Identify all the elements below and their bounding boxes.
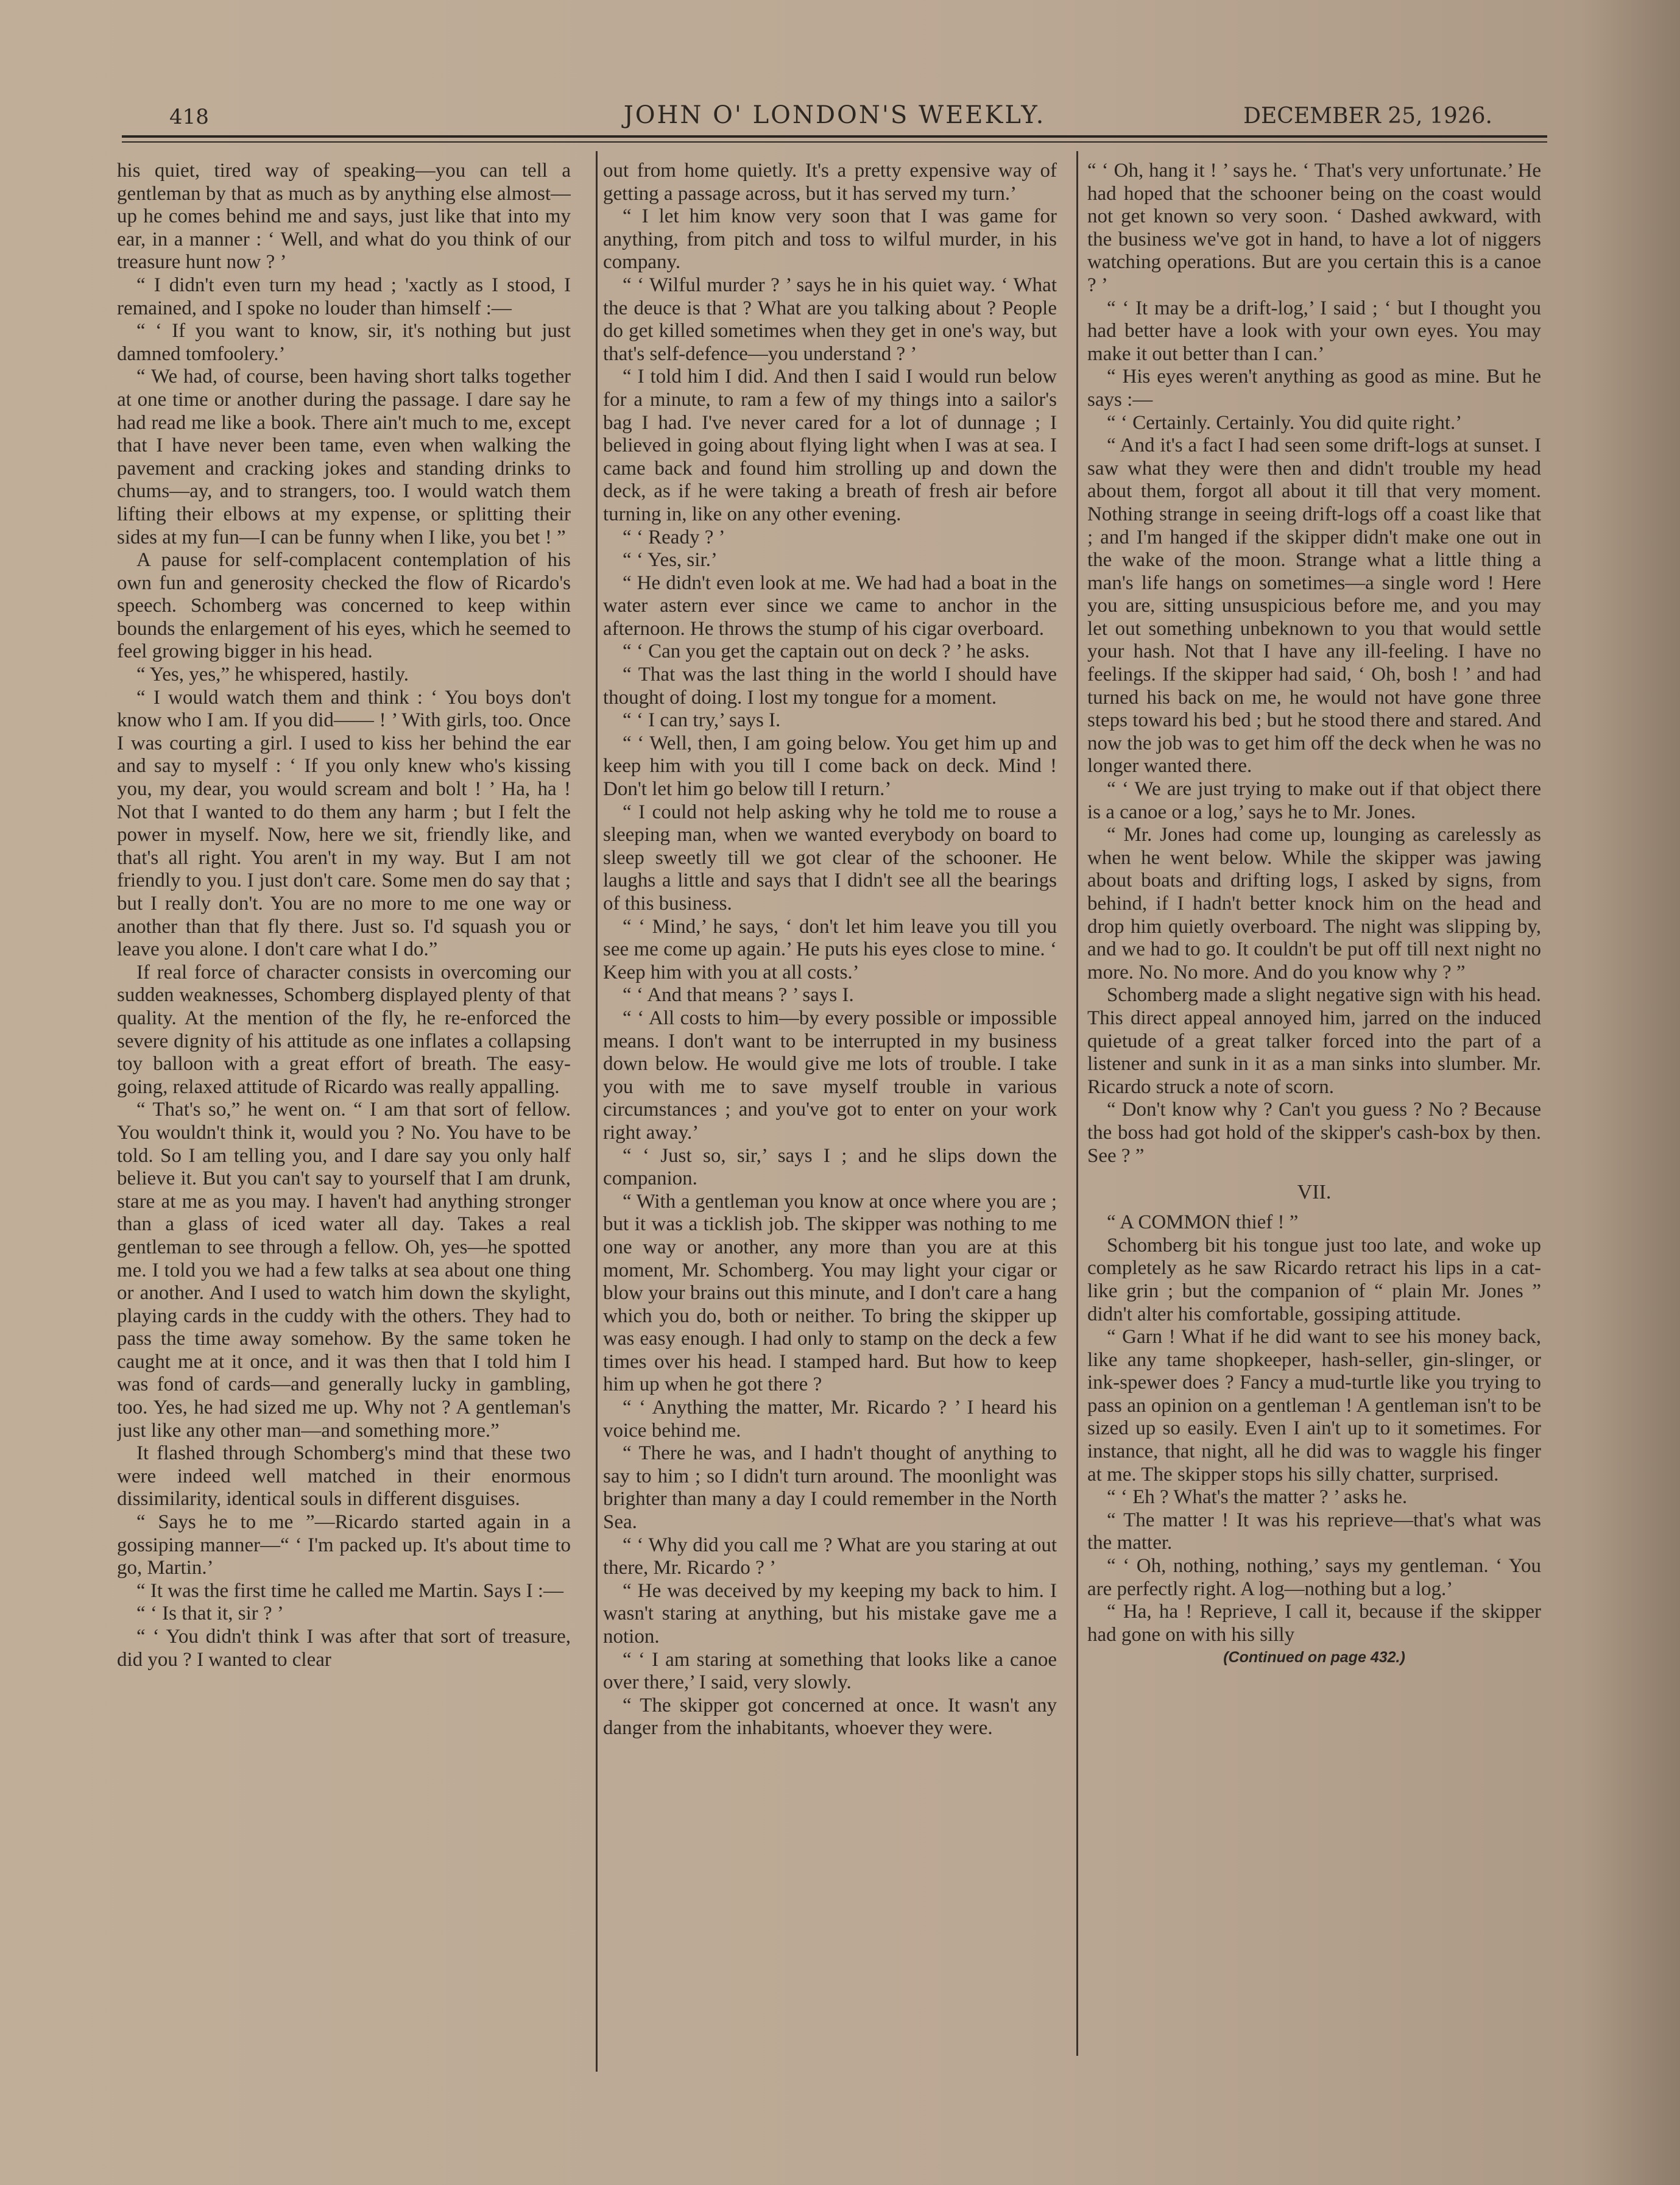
text-column-3	[1087, 160, 1541, 2085]
paragraph: “ ‘ I am staring at something that looks like a canoe over there,’ I said, very slowly.	[603, 1648, 1057, 1694]
paragraph: “ ‘ You didn't think I was after that sort of treasure, did you ? I wanted to clear	[117, 1626, 571, 1671]
paragraph: “ Says he to me ”—Ricardo started again in a gossiping manner—“ ‘ I'm packed up. It's about time to go, Martin.’	[117, 1511, 571, 1579]
paragraph: “ I would watch them and think : ‘ You boys don't know who I am. If you did—— ! ’ With girls, too. Once I was courting a girl. I used to kiss her behind the ear and say to myself : ‘ If you only knew who's kissing you, my dear, you would scream and bolt ! ’ Ha, ha ! Not that I wanted to do them any harm ; but I felt the power in myself. Now, here we sit, friendly like, and that's all right. You aren't in my way. But I am not friendly to you. I just don't care. Some men do say that ; but I really don't. You are no more to me one way or another than that fly there. Just so. I'd squash you or leave you alone. I don't care what I do.”	[117, 686, 571, 961]
paragraph: “ There he was, and I hadn't thought of anything to say to him ; so I didn't turn around. The moonlight was brighter than many a day I could remember in the North Sea.	[603, 1442, 1057, 1534]
paragraph: “ ‘ Just so, sir,’ says I ; and he slips down the companion.	[603, 1144, 1057, 1190]
paragraph: “ We had, of course, been having short talks together at one time or another during the passage. I dare say he had read me like a book. There ain't much to me, except that I have never been tame, even when walking the pavement and cracking jokes and standing drinks to chums—ay, and to strangers, too. I would watch them lifting their elbows at my expense, or splitting their sides at my fun—I can be funny when I like, you bet ! ”	[117, 366, 571, 548]
paragraph: “ ‘ All costs to him—by every possible or impossible means. I don't want to be interrupted in my business down below. He would give me lots of trouble. I take you with me to save myself trouble in various circumstances ; and you've got to enter on your work right away.’	[603, 1007, 1057, 1144]
paragraph: “ ‘ Wilful murder ? ’ says he in his quiet way. ‘ What the deuce is that ? What are you talking about ? People do get killed sometimes when they get in one's way, but that's self-defence—you understand ? ’	[603, 274, 1057, 365]
publication-title: JOHN O' LONDON'S WEEKLY.	[623, 101, 1046, 129]
paragraph: “ ‘ I can try,’ says I.	[623, 709, 781, 732]
text-column-2	[603, 160, 1057, 2085]
paragraph: A pause for self-complacent contemplation of his own fun and generosity checked the flow of Ricardo's speech. Schomberg was concerned to keep within bounds the enlargement of his eyes, which he seemed to feel growing bigger in his head.	[117, 549, 571, 663]
paragraph: “ That's so,” he went on. “ I am that sort of fellow. You wouldn't think it, would you ? No. You have to be told. So I am telling you, and I dare say you only half believe it. But you can't say to yourself that I am drunk, stare at me as you may. I haven't had anything stronger than a glass of iced water all day. Takes a real gentleman to see through a fellow. Oh, yes—he spotted me. I told you we had a few talks at sea about one thing or another. And I used to watch him down the skylight, playing cards in the cuddy with the others. They had to pass the time away somehow. By the same token he caught me at it once, and it was then that I told him I was fond of cards—and generally lucky in gambling, too. Yes, he had sized me up. Why not ? A gentleman's just like any other man—and something more.”	[117, 1099, 571, 1442]
paragraph: “ The matter ! It was his reprieve—that's what was the matter.	[1087, 1509, 1541, 1554]
paragraph: “ Don't know why ? Can't you guess ? No ? Because the boss had got hold of the skipper's cash-box by then. See ? ”	[1087, 1099, 1541, 1167]
paragraph: “ ‘ Yes, sir.’	[623, 549, 718, 572]
paragraph: “ He was deceived by my keeping my back to him. I wasn't staring at anything, but his mistake gave me a notion.	[603, 1579, 1057, 1648]
page-header	[122, 91, 1547, 134]
paragraph: “ ‘ Eh ? What's the matter ? ’ asks he.	[1107, 1486, 1408, 1509]
issue-date: DECEMBER 25, 1926.	[1243, 104, 1492, 129]
paragraph: out from home quietly. It's a pretty expensive way of getting a passage across, but it has served my turn.’	[603, 160, 1057, 205]
paragraph: “ ‘ It may be a drift-log,’ I said ; ‘ but I thought you had better have a look with your own eyes. You may make it out better than I can.’	[1087, 297, 1541, 365]
continued-note: (Continued on page 432.)	[1223, 1649, 1405, 1666]
paragraph: Schomberg bit his tongue just too late, and woke up completely as he saw Ricardo retract his lips in a cat-like grin ; but the companion of “ plain Mr. Jones ” didn't alter his comfortable, gossiping attitude.	[1087, 1234, 1541, 1325]
paragraph: “ ‘ Well, then, I am going below. You get him up and keep him with you till I come back on deck. Mind ! Don't let him go below till I return.’	[603, 732, 1057, 801]
paragraph: If real force of character consists in overcoming our sudden weaknesses, Schomberg displayed plenty of that quality. At the mention of the fly, he re-enforced the severe dignity of his attitude as one inflates a collapsing toy balloon with a great effort of breath. The easy-going, relaxed attitude of Ricardo was really appalling.	[117, 961, 571, 1098]
paragraph: “ I didn't even turn my head ; 'xactly as I stood, I remained, and I spoke no louder than himself :—	[117, 274, 571, 319]
paragraph: his quiet, tired way of speaking—you can tell a gentleman by that as much as by anything else almost—up he comes behind me and says, just like that into my ear, in a manner : ‘ Well, and what do you think of our treasure hunt now ? ’	[117, 160, 571, 274]
paragraph: “ ‘ Ready ? ’	[623, 526, 725, 548]
paragraph: “ ‘ Mind,’ he says, ‘ don't let him leave you till you see me come up again.’ He puts his eyes close to mine. ‘ Keep him with you at all costs.’	[603, 915, 1057, 983]
paragraph: Schomberg made a slight negative sign with his head. This direct appeal annoyed him, jarred on the induced quietude of a great talker forced into the part of a listener and sunk in it as a man sinks into slumber. Mr. Ricardo struck a note of scorn.	[1087, 984, 1541, 1098]
paragraph: “ Garn ! What if he did want to see his money back, like any tame shopkeeper, hash-seller, gin-slinger, or ink-spewer does ? Fancy a mud-turtle like you trying to pass an opinion on a gentleman ! A gentleman isn't to be sized up so easily. Even I ain't up to it sometimes. For instance, that night, all he did was to waggle his finger at me. The skipper stops his silly chatter, surprised.	[1087, 1326, 1541, 1486]
paragraph: “ It was the first time he called me Martin. Says I :—	[136, 1579, 564, 1602]
paragraph: “ I told him I did. And then I said I would run below for a minute, to ram a few of my things into a sailor's bag I had. I've never cared for a lot of dunnage ; I believed in going about flying light when I was at sea. I came back and found him strolling up and down the deck, as if he were taking a breath of fresh air before turning in, like on any other evening.	[603, 366, 1057, 525]
paragraph: “ Mr. Jones had come up, lounging as carelessly as when he went below. While the skipper was jawing about boats and drifting logs, I asked by signs, from behind, if I hadn't better knock him on the head and drop him quietly overboard. The night was slipping by, and we had to go. It couldn't be put off till next night no more. No. No more. And do you know why ? ”	[1087, 824, 1541, 983]
column-divider	[596, 151, 598, 2072]
paragraph: “ ‘ Anything the matter, Mr. Ricardo ? ’ I heard his voice behind me.	[603, 1397, 1057, 1442]
page-number: 418	[169, 105, 209, 129]
paragraph: “ ‘ Can you get the captain out on deck ? ’ he asks.	[623, 640, 1030, 663]
paragraph: “ ‘ And that means ? ’ says I.	[623, 984, 854, 1007]
paragraph: “ ‘ Is that it, sir ? ’	[136, 1602, 284, 1625]
paragraph: “ His eyes weren't anything as good as mine. But he says :—	[1087, 366, 1541, 411]
paragraph: “ ‘ Oh, hang it ! ’ says he. ‘ That's very unfortunate.’ He had hoped that the schooner being on the coast would not get known so very soon. ‘ Dashed awkward, with the business we've got in hand, to have a lot of niggers watching operations. But are you certain this is a canoe ? ’	[1087, 160, 1541, 296]
paragraph: “ ‘ Oh, nothing, nothing,’ says my gentleman. ‘ You are perfectly right. A log—nothing but a log.’	[1087, 1555, 1541, 1600]
paragraph: “ ‘ We are just trying to make out if that object there is a canoe or a log,’ says he to Mr. Jones.	[1087, 778, 1541, 823]
paragraph: “ ‘ Why did you call me ? What are you staring at out there, Mr. Ricardo ? ’	[603, 1534, 1057, 1579]
paragraph: “ With a gentleman you know at once where you are ; but it was a ticklish job. The skipper was nothing to me one way or another, any more than you are at this moment, Mr. Schomberg. You may light your cigar or blow your brains out this minute, and I don't care a hang which you do, both or neither. To bring the skipper up was easy enough. I had only to stamp on the deck a few times over his head. I stamped hard. But how to keep him up when he got there ?	[603, 1190, 1057, 1396]
paragraph: “ ‘ If you want to know, sir, it's nothing but just damned tomfoolery.’	[117, 320, 571, 365]
header-rule-thin	[122, 141, 1547, 143]
paragraph: “ The skipper got concerned at once. It wasn't any danger from the inhabitants, whoever they were.	[603, 1694, 1057, 1740]
chapter-heading: VII.	[1297, 1181, 1332, 1204]
header-rule	[122, 135, 1547, 138]
paragraph: “ That was the last thing in the world I should have thought of doing. I lost my tongue for a moment.	[603, 664, 1057, 709]
paragraph: “ Yes, yes,” he whispered, hastily.	[136, 664, 409, 686]
paragraph: “ And it's a fact I had seen some drift-logs at sunset. I saw what they were then and didn't trouble my head about them, forgot all about it till that very moment. Nothing strange in seeing drift-logs off a coast like that ; and I'm hanged if the skipper didn't make one out in the wake of the moon. Strange what a little thing a man's life hangs on sometimes—a single word ! Here you are, sitting unsuspicious before me, and you may let out something unbeknown to you that would settle your hash. Not that I have any ill-feeling. I have no feelings. If the skipper had said, ‘ Oh, bosh ! ’ and had turned his back on me, he would not have gone three steps toward his bed ; but he stood there and stared. And now the job was to get him off the deck when he was no longer wanted there.	[1087, 434, 1541, 777]
paragraph: It flashed through Schomberg's mind that these two were indeed well matched in their enormous dissimilarity, identical souls in different disguises.	[117, 1442, 571, 1510]
text-column-1	[117, 160, 571, 2085]
paragraph: “ A COMMON thief ! ”	[1107, 1211, 1299, 1234]
paragraph: “ I let him know very soon that I was game for anything, from pitch and toss to wilful murder, in his company.	[603, 205, 1057, 274]
paragraph: “ I could not help asking why he told me to rouse a sleeping man, when we wanted everybody on board to sleep sweetly till we got clear of the schooner. He laughs a little and says that I didn't see all the bearings of this business.	[603, 801, 1057, 915]
paragraph: “ Ha, ha ! Reprieve, I call it, because if the skipper had gone on with his silly	[1087, 1601, 1541, 1646]
column-divider	[1076, 151, 1078, 2056]
paragraph: “ He didn't even look at me. We had had a boat in the water astern ever since we came to anchor in the afternoon. He throws the stump of his cigar overboard.	[603, 572, 1057, 640]
paragraph: “ ‘ Certainly. Certainly. You did quite right.’	[1107, 411, 1463, 434]
